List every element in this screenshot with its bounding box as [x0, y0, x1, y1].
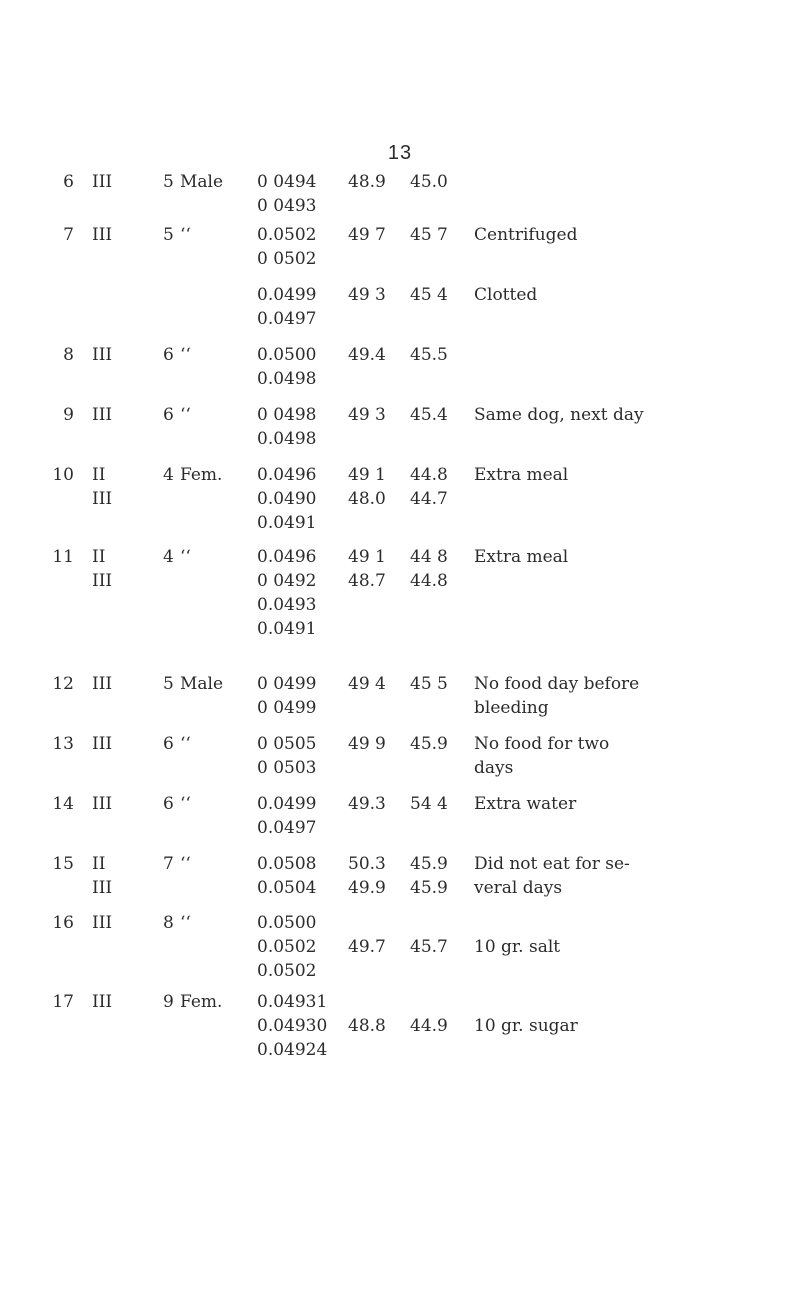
- measurement-value: 0.0497: [257, 309, 317, 329]
- column-b-value: 44.9: [410, 1016, 448, 1036]
- experiment-number: 11: [52, 547, 74, 567]
- sex-label: ‘‘: [180, 225, 191, 245]
- age-value: 4: [163, 465, 174, 485]
- experiment-number: 7: [63, 225, 74, 245]
- sex-label: ‘‘: [180, 913, 191, 933]
- experiment-number: 10: [52, 465, 74, 485]
- measurement-value: 0 0503: [257, 758, 317, 778]
- group-label: III: [92, 172, 113, 192]
- column-b-value: 45.9: [410, 878, 448, 898]
- column-a-value: 49 4: [348, 674, 386, 694]
- remark-text: veral days: [474, 878, 563, 898]
- column-b-value: 44 8: [410, 547, 448, 567]
- age-value: 5: [163, 674, 174, 694]
- group-label: III: [92, 225, 113, 245]
- remark-text: bleeding: [474, 698, 549, 718]
- measurement-value: 0.0491: [257, 619, 317, 639]
- column-a-value: 49.9: [348, 878, 386, 898]
- sex-label: ‘‘: [180, 734, 191, 754]
- column-b-value: 54 4: [410, 794, 448, 814]
- experiment-number: 13: [52, 734, 74, 754]
- age-value: 7: [163, 854, 174, 874]
- remark-text: No food day before: [474, 674, 640, 694]
- age-value: 5: [163, 225, 174, 245]
- experiment-number: 14: [52, 794, 74, 814]
- sex-label: Fem.: [180, 992, 223, 1012]
- measurement-value: 0 0502: [257, 249, 317, 269]
- column-b-value: 45 4: [410, 285, 448, 305]
- measurement-value: 0.0493: [257, 595, 317, 615]
- remark-text: No food for two: [474, 734, 610, 754]
- column-a-value: 49.4: [348, 345, 386, 365]
- remark-text: Extra meal: [474, 465, 569, 485]
- column-b-value: 45.7: [410, 937, 448, 957]
- group-label: III: [92, 405, 113, 425]
- column-a-value: 49.7: [348, 937, 386, 957]
- remark-text: 10 gr. sugar: [474, 1016, 578, 1036]
- group-label: III: [92, 878, 113, 898]
- column-a-value: 49 9: [348, 734, 386, 754]
- measurement-value: 0.0500: [257, 345, 317, 365]
- sex-label: Male: [180, 172, 224, 192]
- remark-text: Extra meal: [474, 547, 569, 567]
- column-b-value: 45 7: [410, 225, 448, 245]
- column-a-value: 49 1: [348, 547, 386, 567]
- experiment-number: 16: [52, 913, 74, 933]
- measurement-value: 0.0498: [257, 369, 317, 389]
- measurement-value: 0 0493: [257, 196, 317, 216]
- column-a-value: 50.3: [348, 854, 386, 874]
- sex-label: Fem.: [180, 465, 223, 485]
- age-value: 9: [163, 992, 174, 1012]
- sex-label: ‘‘: [180, 794, 191, 814]
- age-value: 6: [163, 734, 174, 754]
- measurement-value: 0.0508: [257, 854, 317, 874]
- measurement-value: 0 0505: [257, 734, 317, 754]
- measurement-value: 0.0496: [257, 547, 317, 567]
- column-b-value: 45.9: [410, 854, 448, 874]
- age-value: 6: [163, 794, 174, 814]
- experiment-number: 8: [63, 345, 74, 365]
- age-value: 6: [163, 345, 174, 365]
- column-a-value: 48.7: [348, 571, 386, 591]
- column-b-value: 45.5: [410, 345, 448, 365]
- column-a-value: 49 3: [348, 405, 386, 425]
- measurement-value: 0 0498: [257, 405, 317, 425]
- column-b-value: 45.9: [410, 734, 448, 754]
- column-a-value: 48.0: [348, 489, 386, 509]
- measurement-value: 0.0502: [257, 937, 317, 957]
- page-number: 13: [387, 142, 413, 164]
- age-value: 5: [163, 172, 174, 192]
- sex-label: Male: [180, 674, 224, 694]
- sex-label: ‘‘: [180, 405, 191, 425]
- experiment-number: 6: [63, 172, 74, 192]
- experiment-number: 9: [63, 405, 74, 425]
- measurement-value: 0.0498: [257, 429, 317, 449]
- measurement-value: 0.0491: [257, 513, 317, 533]
- measurement-value: 0.0499: [257, 285, 317, 305]
- column-a-value: 49.3: [348, 794, 386, 814]
- group-label: III: [92, 674, 113, 694]
- sex-label: ‘‘: [180, 345, 191, 365]
- remark-text: Extra water: [474, 794, 577, 814]
- group-label: III: [92, 794, 113, 814]
- measurement-value: 0.0499: [257, 794, 317, 814]
- group-label: III: [92, 734, 113, 754]
- column-b-value: 44.7: [410, 489, 448, 509]
- measurement-value: 0.04931: [257, 992, 328, 1012]
- age-value: 4: [163, 547, 174, 567]
- group-label: III: [92, 571, 113, 591]
- measurement-value: 0.04924: [257, 1040, 328, 1060]
- group-label: III: [92, 489, 113, 509]
- measurement-value: 0.0504: [257, 878, 317, 898]
- group-label: II: [92, 547, 106, 567]
- measurement-value: 0.0496: [257, 465, 317, 485]
- group-label: II: [92, 854, 106, 874]
- remark-text: Did not eat for se-: [474, 854, 630, 874]
- column-a-value: 48.9: [348, 172, 386, 192]
- measurement-value: 0.04930: [257, 1016, 328, 1036]
- remark-text: Centrifuged: [474, 225, 578, 245]
- age-value: 6: [163, 405, 174, 425]
- experiment-number: 15: [52, 854, 74, 874]
- remark-text: days: [474, 758, 514, 778]
- remark-text: 10 gr. salt: [474, 937, 561, 957]
- measurement-value: 0 0492: [257, 571, 317, 591]
- column-a-value: 48.8: [348, 1016, 386, 1036]
- age-value: 8: [163, 913, 174, 933]
- column-b-value: 45.0: [410, 172, 448, 192]
- column-b-value: 45 5: [410, 674, 448, 694]
- column-b-value: 44.8: [410, 571, 448, 591]
- remark-text: Same dog, next day: [474, 405, 644, 425]
- group-label: III: [92, 345, 113, 365]
- experiment-number: 12: [52, 674, 74, 694]
- column-a-value: 49 3: [348, 285, 386, 305]
- experiment-number: 17: [52, 992, 74, 1012]
- measurement-value: 0 0499: [257, 674, 317, 694]
- remark-text: Clotted: [474, 285, 538, 305]
- measurement-value: 0.0502: [257, 225, 317, 245]
- group-label: III: [92, 992, 113, 1012]
- measurement-value: 0 0494: [257, 172, 317, 192]
- column-a-value: 49 7: [348, 225, 386, 245]
- measurement-value: 0 0499: [257, 698, 317, 718]
- column-b-value: 45.4: [410, 405, 448, 425]
- group-label: III: [92, 913, 113, 933]
- sex-label: ‘‘: [180, 547, 191, 567]
- column-b-value: 44.8: [410, 465, 448, 485]
- measurement-value: 0.0490: [257, 489, 317, 509]
- measurement-value: 0.0497: [257, 818, 317, 838]
- sex-label: ‘‘: [180, 854, 191, 874]
- column-a-value: 49 1: [348, 465, 386, 485]
- measurement-value: 0.0500: [257, 913, 317, 933]
- measurement-value: 0.0502: [257, 961, 317, 981]
- group-label: II: [92, 465, 106, 485]
